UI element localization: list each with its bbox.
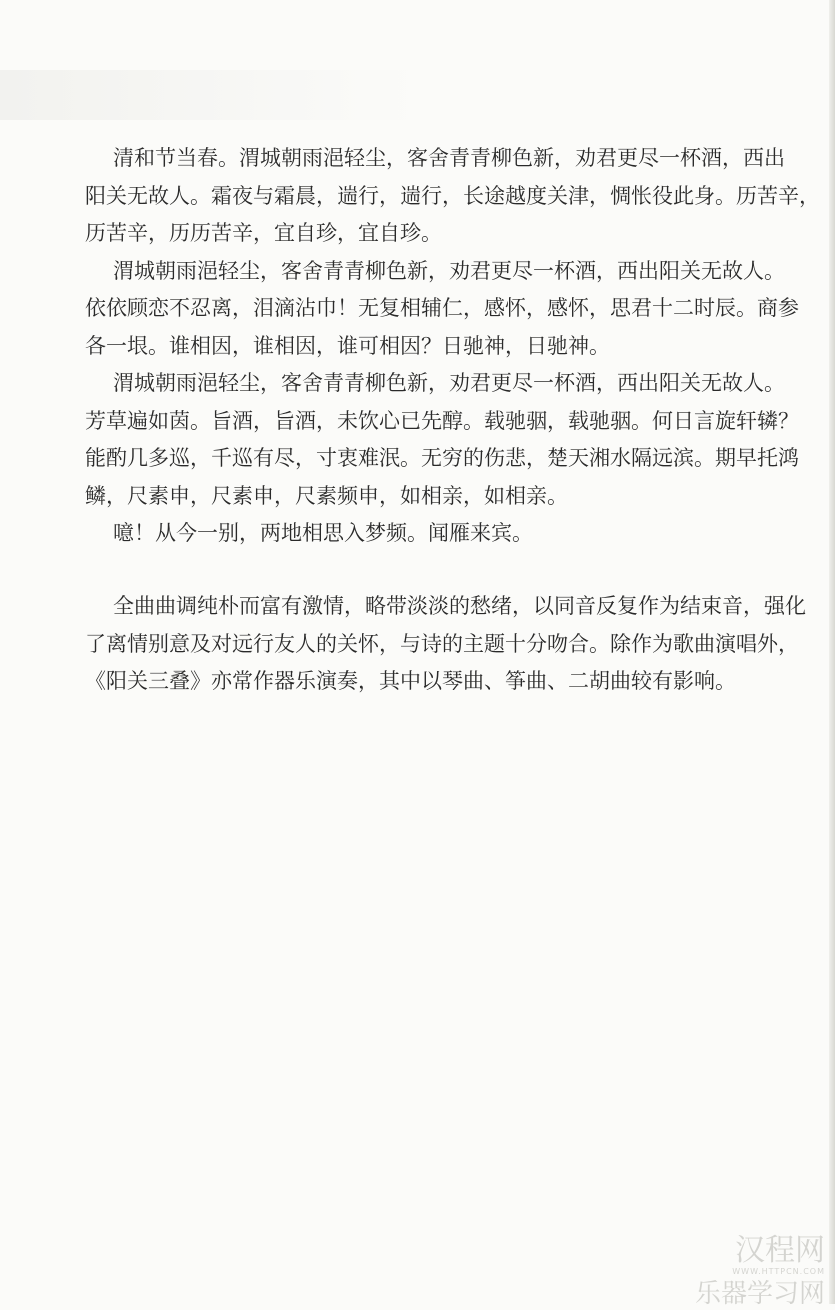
watermark-title: 汉程网 (735, 1233, 825, 1268)
text-line: 全曲曲调纯朴而富有激情，略带淡淡的愁绪，以同音反复作为结束音，强化 (113, 594, 806, 618)
text-line: 渭城朝雨浥轻尘，客舍青青柳色新，劝君更尽一杯酒，西出阳关无故人。 (113, 371, 785, 395)
text-line: 芳草遍如茵。旨酒，旨酒，未饮心已先醇。载驰骃，载驰骃。何日言旋轩辚？ (85, 408, 799, 433)
text-line: 依依顾恋不忍离，泪滴沾巾！无复相辅仁，感怀，感怀，思君十二时辰。商参 (85, 296, 799, 320)
text-line: 历苦辛，历历苦辛，宜自珍，宜自珍。 (85, 221, 442, 245)
running-header (0, 70, 420, 120)
page-edge (829, 0, 835, 1304)
watermark-url: WWW.HTTPCN.COM (732, 1267, 825, 1276)
text-line: 渭城朝雨浥轻尘，客舍青青柳色新，劝君更尽一杯酒，西出阳关无故人。 (113, 258, 785, 283)
text-line: 《阳关三叠》亦常作器乐演奏，其中以琴曲、筝曲、二胡曲较有影响。 (85, 669, 736, 693)
text-line: 鳞，尺素申，尺素申，尺素频申，如相亲，如相亲。 (85, 483, 568, 508)
text-line: 了离情别意及对远行友人的关怀，与诗的主题十分吻合。除作为歌曲演唱外， (85, 631, 799, 656)
text-line: 阳关无故人。霜夜与霜晨，遄行，遄行，长途越度关津，惆怅役此身。历苦辛， (85, 183, 820, 208)
text-line: 各一垠。谁相因，谁相因，谁可相因？日驰神，日驰神。 (85, 333, 610, 358)
watermark-logo (650, 1233, 825, 1309)
watermark-subtitle: 乐器学习网 (694, 1279, 825, 1309)
text-line: 噫！从今一别，两地相思入梦频。闻雁来宾。 (113, 521, 533, 545)
text-line: 清和节当春。渭城朝雨浥轻尘，客舍青青柳色新，劝君更尽一杯酒，西出 (113, 146, 785, 170)
lyrics-text (85, 140, 820, 553)
commentary-paragraph (85, 588, 806, 701)
text-line: 能酌几多巡，千巡有尽，寸衷难泯。无穷的伤悲，楚天湘水隔远滨。期早托鸿 (85, 446, 799, 470)
